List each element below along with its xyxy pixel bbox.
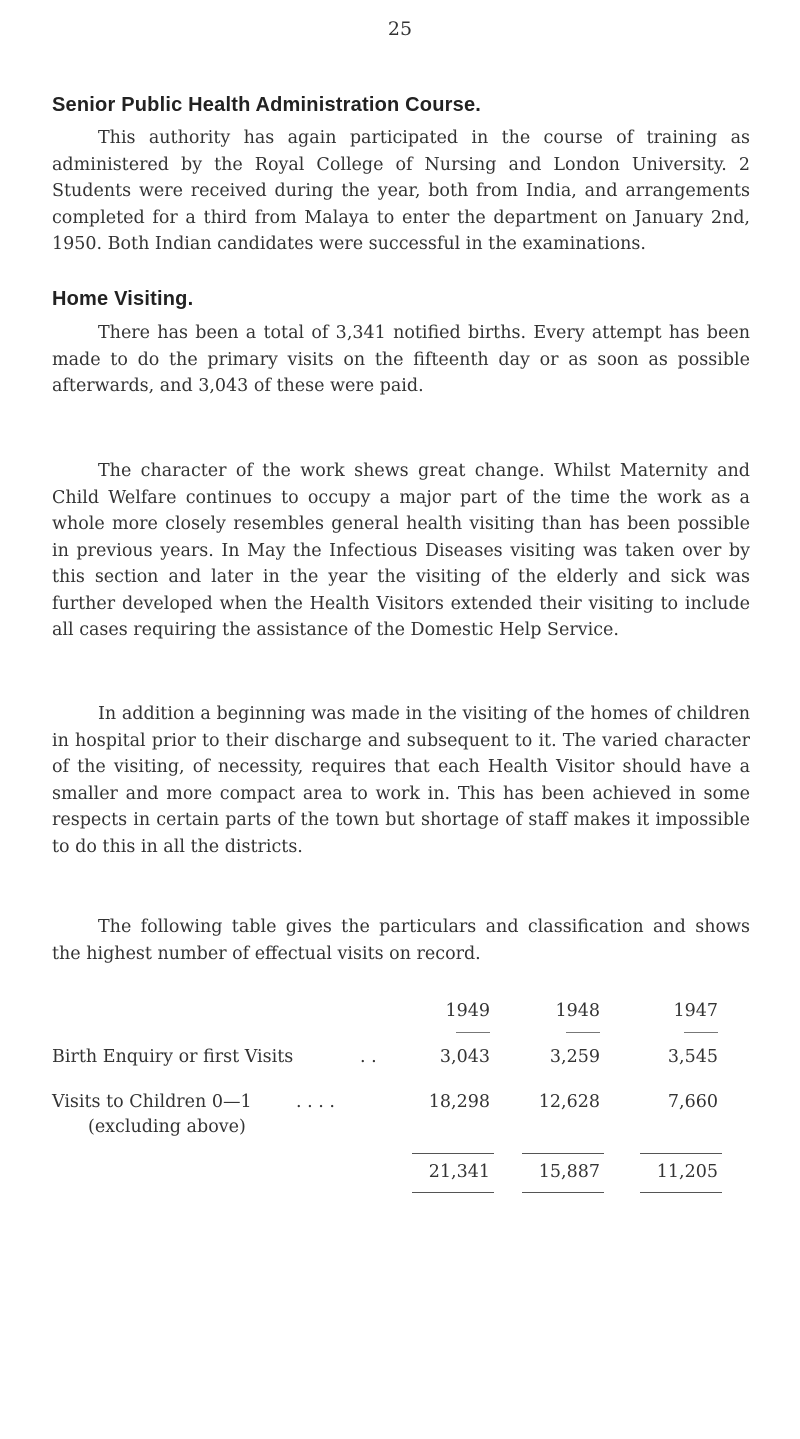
row-label: Birth Enquiry or first Visits <box>52 1047 294 1067</box>
paragraph-home-visiting-4: The following table gives the particulars and classification and shows the highest number of effectual visits on record. <box>52 917 750 964</box>
header-underline <box>456 1032 490 1033</box>
table-cell: 3,259 <box>549 1047 600 1067</box>
dot-leader: . . <box>360 1047 377 1067</box>
total-cell: 21,341 <box>428 1162 490 1182</box>
total-cell: 11,205 <box>656 1162 718 1182</box>
year-header: 1949 <box>445 1001 490 1021</box>
section-heading-senior-course: Senior Public Health Administration Course. <box>52 94 482 116</box>
total-rule-top <box>412 1153 494 1154</box>
header-underline <box>566 1032 600 1033</box>
row-sublabel: (excluding above) <box>88 1117 246 1137</box>
table-cell: 3,545 <box>667 1047 718 1067</box>
year-header: 1948 <box>555 1001 600 1021</box>
total-rule-bottom <box>640 1192 722 1193</box>
total-rule-top <box>522 1153 604 1154</box>
paragraph-home-visiting-2: The character of the work shews great change. Whilst Maternity and Child Welfare continues to occupy a major part of the time the work as a whole more closely resembles general health visiting than has been possible in previous years. In May the Infectious Diseases visiting was taken over by this section and later in the year the visiting of the elderly and sick was further developed when the Health Visitors extended their visiting to include all cases requiring the assistance of the Domestic Help Service. <box>52 461 750 640</box>
paragraph-senior-course: This authority has again participated in the course of training as administered by the Royal College of Nursing and London University. 2 Students were received during the year, both from India, and arrangements completed for a third from Malaya to enter the department on January 2nd, 1950. Both Indian candidates were successful in the examinations. <box>52 128 750 254</box>
total-cell: 15,887 <box>538 1162 600 1182</box>
total-rule-bottom <box>412 1192 494 1193</box>
page-number: 25 <box>387 18 413 40</box>
row-label: Visits to Children 0—1 <box>52 1092 252 1112</box>
paragraph-home-visiting-1: There has been a total of 3,341 notified births. Every attempt has been made to do the primary visits on the fifteenth day or as soon as possible afterwards, and 3,043 of these were paid. <box>52 323 750 396</box>
total-rule-top <box>640 1153 722 1154</box>
table-cell: 12,628 <box>538 1092 600 1112</box>
table-cell: 3,043 <box>439 1047 490 1067</box>
section-heading-home-visiting: Home Visiting. <box>52 288 194 310</box>
dot-leader: . . . . <box>296 1092 335 1112</box>
header-underline <box>684 1032 718 1033</box>
table-cell: 18,298 <box>428 1092 490 1112</box>
total-rule-bottom <box>522 1192 604 1193</box>
table-cell: 7,660 <box>667 1092 718 1112</box>
paragraph-home-visiting-3: In addition a beginning was made in the visiting of the homes of children in hospital prior to their discharge and subsequent to it. The varied character of the visiting, of necessity, requires that each Health Visitor should have a smaller and more compact area to work in. This has been achieved in some respects in certain parts of the town but shortage of staff makes it impossible to do this in all the districts. <box>52 704 750 857</box>
year-header: 1947 <box>673 1001 718 1021</box>
